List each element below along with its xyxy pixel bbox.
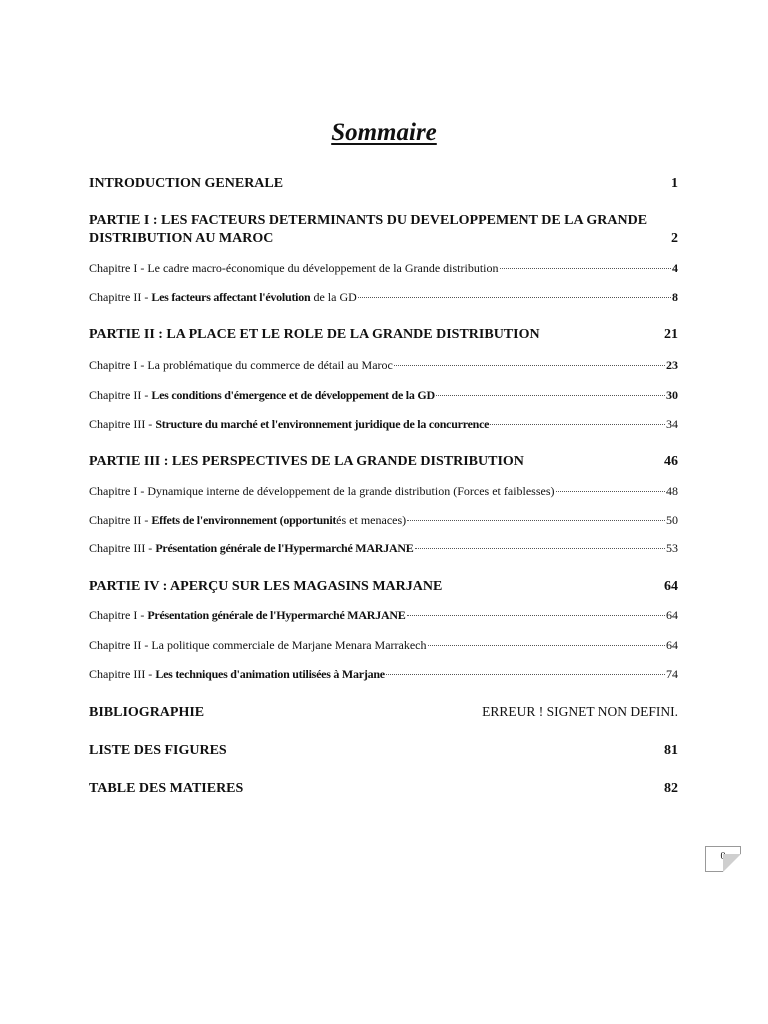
toc-chapter-1-2[interactable] — [89, 290, 678, 304]
chapter-title-bold: Présentation générale de l'Hypermarché MARJANE — [147, 608, 406, 622]
chapter-title: de la GD — [310, 290, 357, 304]
dot-leader — [386, 674, 665, 675]
toc-entry-partie-4[interactable] — [89, 578, 678, 595]
toc-entry-bibliographie[interactable] — [89, 703, 678, 721]
toc-page-number: 1 — [671, 176, 678, 191]
dot-leader — [500, 268, 671, 269]
dot-leader — [428, 645, 665, 646]
toc-chapter-4-3[interactable] — [89, 667, 678, 681]
toc-page-number: 2 — [671, 231, 678, 246]
dot-leader — [415, 548, 665, 549]
toc-chapter-2-3[interactable] — [89, 417, 678, 431]
toc-label: PARTIE III : LES PERSPECTIVES DE LA GRANDE DISTRIBUTION — [89, 454, 524, 469]
toc-page-number: ERREUR ! SIGNET NON DEFINI. — [482, 704, 678, 719]
toc-page-number: 82 — [664, 781, 678, 796]
chapter-prefix: Chapitre I - — [89, 261, 148, 275]
dot-leader — [490, 424, 665, 425]
chapter-page-number: 64 — [666, 638, 678, 652]
toc-label: PARTIE II : LA PLACE ET LE ROLE DE LA GRANDE DISTRIBUTION — [89, 327, 540, 342]
page-number: 0 — [720, 851, 726, 862]
chapter-page-number: 4 — [672, 261, 678, 275]
chapter-title: Dynamique interne de développement de la grande distribution (Forces et faiblesses) — [147, 484, 555, 498]
toc-page-number: 81 — [664, 743, 678, 758]
dot-leader — [358, 297, 671, 298]
toc-label: LISTE DES FIGURES — [89, 743, 227, 758]
toc-chapter-3-2[interactable] — [89, 513, 678, 527]
chapter-prefix: Chapitre III - — [89, 541, 156, 555]
chapter-page-number: 30 — [666, 388, 678, 402]
toc-entry-partie-2[interactable] — [89, 326, 678, 343]
chapter-page-number: 23 — [666, 358, 678, 372]
chapter-prefix: Chapitre I - — [89, 484, 148, 498]
chapter-prefix: Chapitre II - — [89, 388, 152, 402]
chapter-prefix: Chapitre II - — [89, 513, 152, 527]
dot-leader — [556, 491, 665, 492]
toc-label: PARTIE IV : APERÇU SUR LES MAGASINS MARJANE — [89, 579, 443, 594]
page-number-box — [705, 846, 741, 872]
dot-leader — [394, 365, 665, 366]
chapter-page-number: 64 — [666, 608, 678, 622]
toc-chapter-3-3[interactable] — [89, 541, 678, 555]
chapter-prefix: Chapitre I - — [89, 608, 148, 622]
page-title: Sommaire — [331, 119, 437, 146]
chapter-page-number: 53 — [666, 541, 678, 555]
toc-label: TABLE DES MATIERES — [89, 781, 244, 796]
toc-label-line-1: PARTIE I : LES FACTEURS DETERMINANTS DU DEVELOPPEMENT DE LA GRANDE — [89, 213, 648, 228]
chapter-prefix: Chapitre II - — [89, 638, 152, 652]
chapter-prefix: Chapitre III - — [89, 667, 156, 681]
chapter-page-number: 8 — [672, 290, 678, 304]
chapter-prefix: Chapitre II - — [89, 290, 152, 304]
toc-entry-introduction[interactable] — [89, 175, 678, 192]
toc-chapter-4-2[interactable] — [89, 638, 678, 652]
chapter-title-bold: Les conditions d'émergence et de développement de la GD — [151, 388, 435, 402]
toc-entry-partie-1[interactable] — [89, 212, 678, 248]
chapter-page-number: 50 — [666, 513, 678, 527]
chapter-title-bold: Les techniques d'animation utilisées à Marjane — [155, 667, 385, 681]
chapter-title: La problématique du commerce de détail au Maroc — [147, 358, 393, 372]
chapter-title: és et menaces) — [336, 513, 407, 527]
dot-leader — [436, 395, 665, 396]
toc-page-number: 46 — [664, 454, 678, 469]
chapter-title-bold: Effets de l'environnement (opportunit — [151, 513, 337, 527]
toc-label: INTRODUCTION GENERALE — [89, 176, 284, 191]
chapter-prefix: Chapitre III - — [89, 417, 156, 431]
chapter-title: Le cadre macro-économique du développement de la Grande distribution — [147, 261, 499, 275]
chapter-title-bold: Présentation générale de l'Hypermarché MARJANE — [155, 541, 414, 555]
chapter-title-bold: Structure du marché et l'environnement juridique de la concurrence — [155, 417, 490, 431]
folded-corner-icon — [723, 854, 741, 872]
chapter-title: La politique commerciale de Marjane Menara Marrakech — [151, 638, 427, 652]
toc-entry-table-matieres[interactable] — [89, 780, 678, 797]
toc-chapter-2-1[interactable] — [89, 358, 678, 372]
chapter-page-number: 74 — [666, 667, 678, 681]
chapter-page-number: 34 — [666, 417, 678, 431]
toc-chapter-1-1[interactable] — [89, 261, 678, 275]
toc-chapter-3-1[interactable] — [89, 484, 678, 498]
dot-leader — [407, 615, 665, 616]
toc-entry-partie-3[interactable] — [89, 453, 678, 470]
dot-leader — [407, 520, 665, 521]
toc-page-number: 64 — [664, 579, 678, 594]
chapter-prefix: Chapitre I - — [89, 358, 148, 372]
chapter-title-bold: Les facteurs affectant l'évolution — [151, 290, 311, 304]
toc-page-number: 21 — [664, 327, 678, 342]
toc-chapter-4-1[interactable] — [89, 608, 678, 622]
toc-label: BIBLIOGRAPHIE — [89, 705, 205, 720]
toc-chapter-2-2[interactable] — [89, 388, 678, 402]
chapter-page-number: 48 — [666, 484, 678, 498]
toc-entry-liste-figures[interactable] — [89, 742, 678, 759]
toc-label-line-2: DISTRIBUTION AU MAROC — [89, 231, 274, 246]
